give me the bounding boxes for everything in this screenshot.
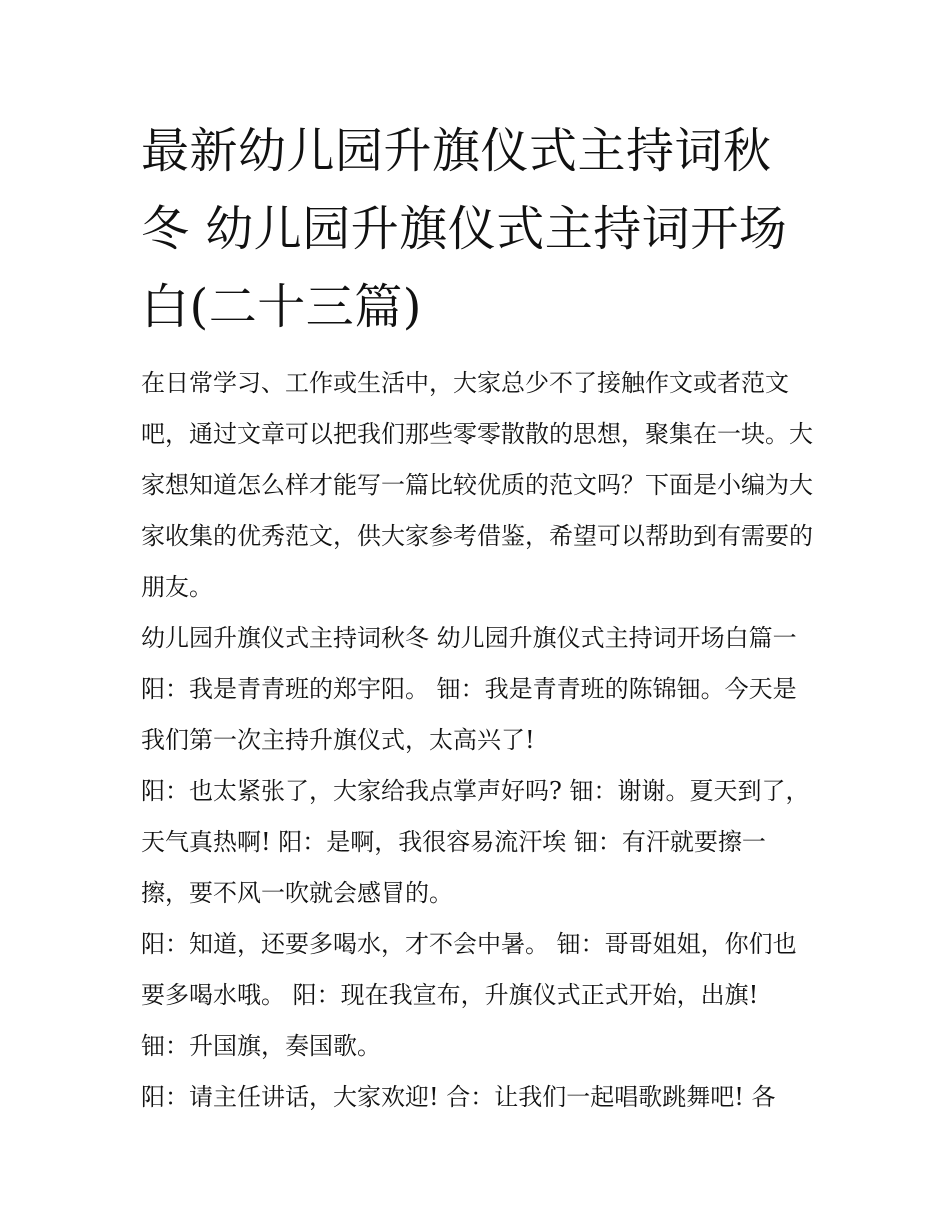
paragraph-intro: 在日常学习、工作或生活中，大家总少不了接触作文或者范文吧，通过文章可以把我们那些零零散散的思想，聚集在一块。大家想知道怎么样才能写一篇比较优质的范文吗？下面是小编为大家收集的优秀范文，供大家参考借鉴，希望可以帮助到有需要的朋友。 <box>141 369 813 601</box>
document-page <box>141 112 813 1123</box>
paragraph-dialogue-1: 阳：也太紧张了，大家给我点掌声好吗? 钿：谢谢。夏天到了，天气真热啊! 阳：是啊，我很容易流汗埃 钿：有汗就要擦一擦，要不风一吹就会感冒的。 <box>141 777 810 907</box>
paragraph-section-one: 幼儿园升旗仪式主持词秋冬 幼儿园升旗仪式主持词开场白篇一 阳：我是青青班的郑宇阳。 钿：我是青青班的陈锦钿。今天是我们第一次主持升旗仪式，太高兴了! <box>141 624 797 754</box>
document-title: 最新幼儿园升旗仪式主持词秋冬 幼儿园升旗仪式主持词开场白(二十三篇) <box>141 123 788 335</box>
paragraph-dialogue-3: 阳：请主任讲话，大家欢迎! 合：让我们一起唱歌跳舞吧! 各 <box>141 1083 776 1111</box>
paragraph-dialogue-2: 阳：知道，还要多喝水，才不会中暑。 钿：哥哥姐姐，你们也要多喝水哦。 阳：现在我宣布，升旗仪式正式开始，出旗! 钿：升国旗，奏国歌。 <box>141 930 797 1060</box>
document-body <box>141 358 813 1123</box>
